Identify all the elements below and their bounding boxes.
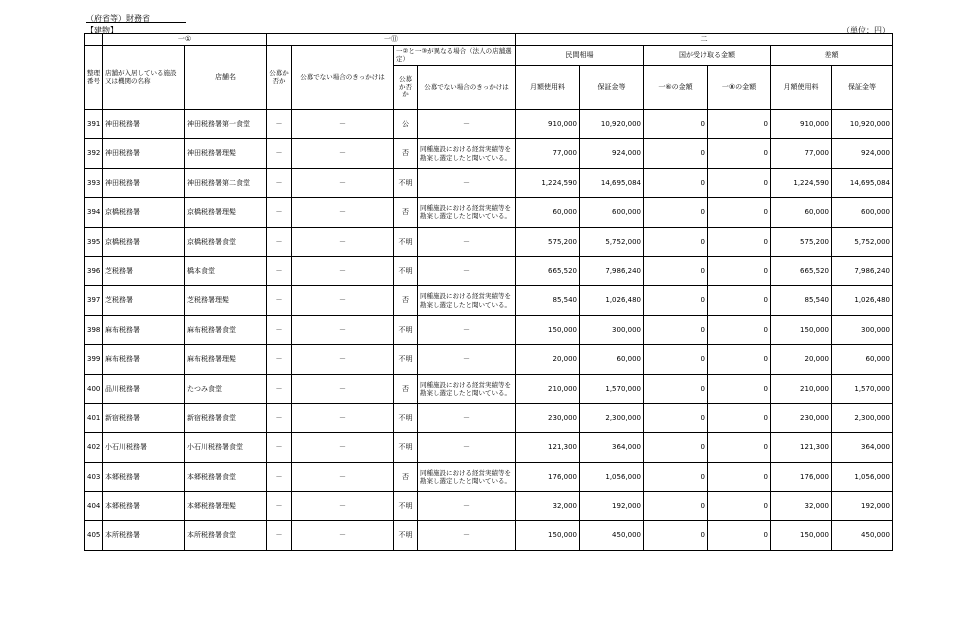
row-koubo2-reason: －	[418, 492, 516, 521]
row-number: 399	[85, 345, 103, 374]
row-koubo2-reason: －	[418, 521, 516, 550]
row-diff-deposit: 10,920,000	[832, 110, 893, 139]
row-deposit: 7,986,240	[580, 256, 644, 285]
row-koubo-reason: －	[292, 374, 394, 403]
row-amount6: 0	[644, 198, 708, 227]
row-diff-monthly: 176,000	[771, 462, 832, 491]
row-koubo: －	[267, 110, 292, 139]
row-koubo2-reason: －	[418, 315, 516, 344]
row-amount8: 0	[708, 374, 771, 403]
row-number: 400	[85, 374, 103, 403]
row-diff-deposit: 450,000	[832, 521, 893, 550]
row-amount8: 0	[708, 110, 771, 139]
table-row	[85, 110, 893, 139]
row-koubo: －	[267, 168, 292, 197]
row-number: 404	[85, 492, 103, 521]
row-diff-deposit: 2,300,000	[832, 403, 893, 432]
table-row	[85, 403, 893, 432]
row-diff-deposit: 600,000	[832, 198, 893, 227]
row-koubo: －	[267, 345, 292, 374]
row-koubo2: 否	[394, 374, 418, 403]
row-number: 403	[85, 462, 103, 491]
category-label: 【建物】	[86, 26, 118, 35]
row-amount6: 0	[644, 521, 708, 550]
row-koubo2-reason: －	[418, 168, 516, 197]
row-koubo-reason: －	[292, 433, 394, 462]
row-shop-name: 京橋税務署理髪	[185, 198, 267, 227]
row-koubo-reason: －	[292, 492, 394, 521]
row-koubo: －	[267, 198, 292, 227]
table-row	[85, 168, 893, 197]
row-deposit: 10,920,000	[580, 110, 644, 139]
header-deposit: 保証金等	[580, 66, 644, 110]
row-diff-deposit: 1,570,000	[832, 374, 893, 403]
row-shop-name: 神田税務署理髪	[185, 139, 267, 168]
row-amount6: 0	[644, 139, 708, 168]
row-facility: 芝税務署	[103, 286, 185, 315]
row-monthly: 32,000	[516, 492, 580, 521]
row-amount6: 0	[644, 110, 708, 139]
row-deposit: 1,570,000	[580, 374, 644, 403]
row-koubo: －	[267, 315, 292, 344]
row-koubo2: 不明	[394, 492, 418, 521]
row-koubo2: 不明	[394, 315, 418, 344]
row-facility: 京橋税務署	[103, 198, 185, 227]
row-amount8: 0	[708, 521, 771, 550]
row-diff-monthly: 32,000	[771, 492, 832, 521]
row-monthly: 20,000	[516, 345, 580, 374]
header-facility: 店舗が入居している施設又は機関の名称	[103, 46, 185, 110]
table-row	[85, 521, 893, 550]
row-facility: 本郷税務署	[103, 492, 185, 521]
row-diff-monthly: 150,000	[771, 521, 832, 550]
row-shop-name: 橋本食堂	[185, 256, 267, 285]
header-koubo: 公募か否か	[267, 46, 292, 110]
row-koubo: －	[267, 433, 292, 462]
row-koubo: －	[267, 139, 292, 168]
header-market: 民間相場	[516, 46, 644, 66]
row-deposit: 5,752,000	[580, 227, 644, 256]
row-diff-deposit: 60,000	[832, 345, 893, 374]
row-koubo: －	[267, 521, 292, 550]
row-amount8: 0	[708, 462, 771, 491]
row-shop-name: 神田税務署第一食堂	[185, 110, 267, 139]
header-diff-monthly: 月額使用料	[771, 66, 832, 110]
row-koubo2-reason: 同種施設における経営実績等を勘案し選定したと聞いている。	[418, 198, 516, 227]
row-koubo2-reason: －	[418, 256, 516, 285]
row-koubo2-reason: 同種施設における経営実績等を勘案し選定したと聞いている。	[418, 462, 516, 491]
ministry-underline	[86, 22, 186, 23]
row-monthly: 77,000	[516, 139, 580, 168]
row-koubo: －	[267, 492, 292, 521]
row-amount6: 0	[644, 256, 708, 285]
row-number: 402	[85, 433, 103, 462]
row-amount6: 0	[644, 462, 708, 491]
row-amount8: 0	[708, 315, 771, 344]
row-facility: 本所税務署	[103, 521, 185, 550]
row-deposit: 60,000	[580, 345, 644, 374]
row-deposit: 924,000	[580, 139, 644, 168]
table-row	[85, 315, 893, 344]
row-koubo-reason: －	[292, 462, 394, 491]
header-monthly: 月額使用料	[516, 66, 580, 110]
row-facility: 芝税務署	[103, 256, 185, 285]
ministry-label: （府省等）財務省	[86, 14, 150, 23]
header-amount6: 一⑥の金額	[644, 66, 708, 110]
row-shop-name: 京橋税務署食堂	[185, 227, 267, 256]
row-koubo-reason: －	[292, 403, 394, 432]
row-shop-name: 小石川税務署食堂	[185, 433, 267, 462]
row-koubo2-reason: 同種施設における経営実績等を勘案し選定したと聞いている。	[418, 139, 516, 168]
row-shop-name: 神田税務署第二食堂	[185, 168, 267, 197]
row-facility: 本郷税務署	[103, 462, 185, 491]
row-koubo2-reason: －	[418, 433, 516, 462]
row-monthly: 910,000	[516, 110, 580, 139]
row-number: 393	[85, 168, 103, 197]
row-shop-name: たつみ食堂	[185, 374, 267, 403]
row-koubo2: 不明	[394, 433, 418, 462]
table-row	[85, 256, 893, 285]
row-facility: 神田税務署	[103, 110, 185, 139]
row-koubo2: 不明	[394, 227, 418, 256]
data-table	[84, 33, 893, 551]
row-amount6: 0	[644, 168, 708, 197]
header-received: 国が受け取る金額	[644, 46, 771, 66]
row-diff-deposit: 14,695,084	[832, 168, 893, 197]
row-shop-name: 本所税務署食堂	[185, 521, 267, 550]
row-number: 397	[85, 286, 103, 315]
table-row	[85, 227, 893, 256]
header-koubo2: 公募か否か	[394, 66, 418, 110]
row-deposit: 1,056,000	[580, 462, 644, 491]
table-row	[85, 345, 893, 374]
row-koubo2: 不明	[394, 521, 418, 550]
row-diff-monthly: 77,000	[771, 139, 832, 168]
row-diff-deposit: 1,056,000	[832, 462, 893, 491]
row-koubo-reason: －	[292, 227, 394, 256]
row-koubo2-reason: －	[418, 227, 516, 256]
header-diff-deposit: 保証金等	[832, 66, 893, 110]
row-amount8: 0	[708, 433, 771, 462]
row-amount6: 0	[644, 286, 708, 315]
row-diff-monthly: 575,200	[771, 227, 832, 256]
row-koubo-reason: －	[292, 521, 394, 550]
row-koubo-reason: －	[292, 315, 394, 344]
row-deposit: 14,695,084	[580, 168, 644, 197]
row-koubo2-reason: －	[418, 110, 516, 139]
row-amount8: 0	[708, 492, 771, 521]
row-monthly: 230,000	[516, 403, 580, 432]
row-koubo2-reason: －	[418, 345, 516, 374]
row-monthly: 210,000	[516, 374, 580, 403]
row-diff-deposit: 5,752,000	[832, 227, 893, 256]
row-amount6: 0	[644, 403, 708, 432]
row-koubo-reason: －	[292, 168, 394, 197]
row-facility: 麻布税務署	[103, 345, 185, 374]
table-row	[85, 286, 893, 315]
table-row	[85, 433, 893, 462]
row-amount6: 0	[644, 374, 708, 403]
row-koubo2-reason: 同種施設における経営実績等を勘案し選定したと聞いている。	[418, 286, 516, 315]
row-koubo: －	[267, 286, 292, 315]
row-diff-deposit: 192,000	[832, 492, 893, 521]
row-diff-deposit: 300,000	[832, 315, 893, 344]
header-amount8: 一⑧の金額	[708, 66, 771, 110]
row-deposit: 450,000	[580, 521, 644, 550]
row-diff-monthly: 60,000	[771, 198, 832, 227]
table-row	[85, 492, 893, 521]
row-diff-monthly: 1,224,590	[771, 168, 832, 197]
row-amount6: 0	[644, 345, 708, 374]
row-amount8: 0	[708, 198, 771, 227]
header-group1: 一①	[103, 34, 267, 46]
row-koubo: －	[267, 462, 292, 491]
header-diff-owner: 一②と一③が異なる場合（法人の店舗選定）	[394, 46, 516, 66]
row-amount8: 0	[708, 139, 771, 168]
row-facility: 神田税務署	[103, 139, 185, 168]
row-number: 395	[85, 227, 103, 256]
row-koubo: －	[267, 256, 292, 285]
row-amount8: 0	[708, 256, 771, 285]
row-deposit: 1,026,480	[580, 286, 644, 315]
row-koubo-reason: －	[292, 139, 394, 168]
row-koubo2: 否	[394, 462, 418, 491]
row-shop-name: 本郷税務署食堂	[185, 462, 267, 491]
row-diff-deposit: 7,986,240	[832, 256, 893, 285]
row-diff-deposit: 1,026,480	[832, 286, 893, 315]
header-group2: 二	[516, 34, 893, 46]
row-diff-monthly: 910,000	[771, 110, 832, 139]
row-monthly: 176,000	[516, 462, 580, 491]
row-facility: 小石川税務署	[103, 433, 185, 462]
row-monthly: 150,000	[516, 521, 580, 550]
row-number: 391	[85, 110, 103, 139]
row-number: 398	[85, 315, 103, 344]
row-koubo2: 否	[394, 139, 418, 168]
row-shop-name: 新宿税務署食堂	[185, 403, 267, 432]
row-number: 394	[85, 198, 103, 227]
row-number: 401	[85, 403, 103, 432]
table-row	[85, 139, 893, 168]
row-amount8: 0	[708, 168, 771, 197]
row-diff-deposit: 364,000	[832, 433, 893, 462]
row-deposit: 300,000	[580, 315, 644, 344]
table-row	[85, 462, 893, 491]
row-koubo2-reason: 同種施設における経営実績等を勘案し選定したと聞いている。	[418, 374, 516, 403]
unit-label: （単位：円）	[842, 26, 890, 35]
row-amount8: 0	[708, 227, 771, 256]
row-koubo2: 不明	[394, 345, 418, 374]
row-diff-monthly: 665,520	[771, 256, 832, 285]
row-monthly: 60,000	[516, 198, 580, 227]
row-facility: 品川税務署	[103, 374, 185, 403]
row-koubo2: 不明	[394, 403, 418, 432]
row-diff-monthly: 150,000	[771, 315, 832, 344]
row-shop-name: 麻布税務署食堂	[185, 315, 267, 344]
row-facility: 神田税務署	[103, 168, 185, 197]
header-group11: 一⑪	[267, 34, 516, 46]
row-koubo2: 否	[394, 286, 418, 315]
row-koubo-reason: －	[292, 256, 394, 285]
header-shop-name: 店舗名	[185, 46, 267, 110]
row-diff-deposit: 924,000	[832, 139, 893, 168]
row-diff-monthly: 20,000	[771, 345, 832, 374]
row-deposit: 192,000	[580, 492, 644, 521]
table-row	[85, 198, 893, 227]
row-koubo2: 不明	[394, 256, 418, 285]
row-diff-monthly: 230,000	[771, 403, 832, 432]
row-number: 392	[85, 139, 103, 168]
row-monthly: 85,540	[516, 286, 580, 315]
row-amount6: 0	[644, 315, 708, 344]
header-difference: 差額	[771, 46, 893, 66]
row-koubo-reason: －	[292, 286, 394, 315]
row-koubo-reason: －	[292, 345, 394, 374]
row-shop-name: 麻布税務署理髪	[185, 345, 267, 374]
row-koubo: －	[267, 227, 292, 256]
row-koubo2: 不明	[394, 168, 418, 197]
row-koubo2-reason: －	[418, 403, 516, 432]
row-amount8: 0	[708, 345, 771, 374]
row-monthly: 1,224,590	[516, 168, 580, 197]
row-deposit: 2,300,000	[580, 403, 644, 432]
header-koubo2-reason: 公募でない場合のきっかけは	[418, 66, 516, 110]
row-shop-name: 本郷税務署理髪	[185, 492, 267, 521]
row-koubo: －	[267, 374, 292, 403]
row-number: 396	[85, 256, 103, 285]
row-monthly: 575,200	[516, 227, 580, 256]
row-diff-monthly: 121,300	[771, 433, 832, 462]
header-empty-left	[85, 34, 103, 46]
row-facility: 京橋税務署	[103, 227, 185, 256]
row-number: 405	[85, 521, 103, 550]
row-koubo2: 否	[394, 198, 418, 227]
table-row	[85, 374, 893, 403]
row-monthly: 150,000	[516, 315, 580, 344]
row-amount6: 0	[644, 227, 708, 256]
row-deposit: 364,000	[580, 433, 644, 462]
row-monthly: 121,300	[516, 433, 580, 462]
row-amount8: 0	[708, 286, 771, 315]
row-amount6: 0	[644, 433, 708, 462]
row-diff-monthly: 210,000	[771, 374, 832, 403]
row-diff-monthly: 85,540	[771, 286, 832, 315]
row-koubo-reason: －	[292, 198, 394, 227]
row-koubo2: 公	[394, 110, 418, 139]
row-monthly: 665,520	[516, 256, 580, 285]
row-facility: 新宿税務署	[103, 403, 185, 432]
row-koubo: －	[267, 403, 292, 432]
row-koubo-reason: －	[292, 110, 394, 139]
row-deposit: 600,000	[580, 198, 644, 227]
header-koubo-reason: 公募でない場合のきっかけは	[292, 46, 394, 110]
row-shop-name: 芝税務署理髪	[185, 286, 267, 315]
header-seiri-bango: 整理番号	[85, 46, 103, 110]
row-amount6: 0	[644, 492, 708, 521]
row-facility: 麻布税務署	[103, 315, 185, 344]
row-amount8: 0	[708, 403, 771, 432]
